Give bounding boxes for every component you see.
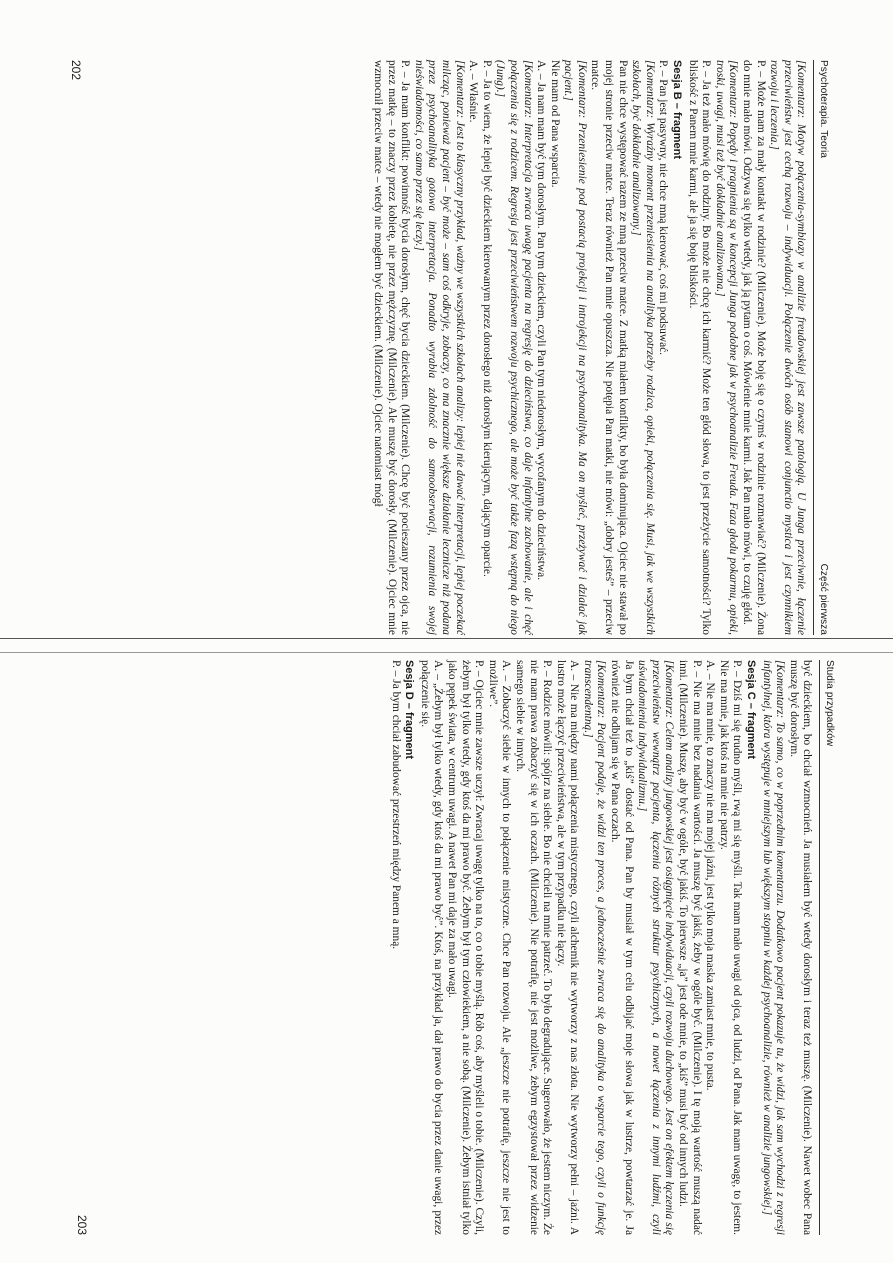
dialogue-paragraph: P. – Ojciec mnie zawsze uczył: Zwracaj uwagę tylko na to, co o tobie myślą. Rób coś, aby myśleli o tobie. (Milczenie). Czyli, żebym był tylko wtedy, gdy ktoś da mi prawo być. Żebym był tym człowiekiem, a nie sobą. (Milczenie). Żebym istniał tylko jako pępek świata, w centrum uwagi. A nawet Pan mi daje za mało uwagi.: [445, 660, 486, 1235]
dialogue-paragraph: P. – Pan jest pasywny, nie chce mną kierować, coś mi podsuwać.: [657, 60, 670, 356]
running-head-left: Studia przypadków: [824, 660, 835, 747]
gutter-line: [0, 638, 893, 639]
commentary-paragraph: [Komentarz: Celem analizy jungowskiej jest osiągnięcie indywiduacji, czyli rozwoju duchowego. Jest on efektem łączenia się przeciwieństw wewnątrz pacjenta, łączenia różnych struktur psychicznych, a nawet łączenia z innymi ludźmi, czyli uświadomienia indywidualizmu.]: [636, 660, 676, 1235]
commentary-paragraph: [Komentarz: Wyraźny moment przeniesienia na analityka potrzeby rodzica, opieki, połączenia się. Musi, jak we wszystkich szkołach, być dokładnie analizowany.]: [630, 60, 656, 635]
dialogue-paragraph: P. – Dziś mi się trudno myśli, rwą mi się myśli. Tak mam mało uwagi od ojca, od ludzi, od Pana. Jak mam uwagę, to jestem. Nie ma mnie, jak ktoś na mnie nie patrzy.: [717, 660, 744, 1235]
page-number: 203: [74, 1214, 89, 1235]
page-body: [370, 60, 807, 635]
dialogue-paragraph: P. – Rodzice mówili: spójrz na siebie. Bo nie chcieli na mnie patrzeć. To było degradujące. Sugerowało, że jestem niczym. Że nie mam prawa zobaczyć się w ich oczach. (Milczenie). Nie potrafię, nie jest możliwe, żebym egzystował przez widzenie samego siebie w innych.: [513, 660, 554, 1235]
section-heading: Sesja D – fragment: [403, 660, 416, 760]
dialogue-paragraph: A. – Właśnie.: [467, 60, 480, 123]
section-heading: Sesja C – fragment: [745, 660, 758, 760]
running-head: [813, 60, 830, 635]
gutter-line: [0, 652, 893, 653]
page-202: [70, 60, 830, 635]
dialogue-paragraph: A. – Nie ma mnie, to znaczy nie ma mojej jaźni, jest tylko moja maska zamiast mnie, to pusta.: [704, 660, 717, 1091]
dialogue-paragraph: P. – Ja też mało mówię do rodziny. Bo może nie chcę ich karmić? Może ten głód słowa, to jest przeżycie samotności? Tylko bliskość z Panem mnie karmi, ale ja się boję bliskości.: [686, 60, 713, 635]
dialogue-paragraph: A. – Ja nam mam być tym dorosłym. Pan tym dzieckiem, czyli Pan tym niedorosłym, wycofanym do dzieciństwa.: [535, 60, 548, 581]
dialogue-paragraph: Pan nie chce występować razem ze mną przeciw matce. Z matką miałem konflikty, bo była dominująca. Ojciec nie stawał po mojej stronie przeciw matce. Teraz również Pan mnie opuszcza. Nie potępia Pan matki, nie mówi: „dobry jesteś” – przeciw matce.: [589, 60, 629, 635]
dialogue-paragraph: A. – Zobaczyć siebie w innych to połączenie mistyczne. Chce Pan rozwoju. Ale „jeszcze nie potrafię, jeszcze nie jest to możliwe”.: [486, 660, 513, 1235]
commentary-paragraph: [Komentarz: Popędy i pragnienia są w koncepcji Junga podobne jak w psychoanalizie Freuda. Faza głodu pokarmu, opieki, troski, uwagi, musi też być dokładnie analizowana.]: [713, 60, 740, 635]
dialogue-paragraph: P. – Ja mam konflikt: powinność bycia dorosłym, chęć bycia dzieckiem. (Milczenie). Chcę być pocieszany przez ojca, nie przez matkę – to znaczy przez kobietę, nie przez mężczyznę. (Milczenie). Ale muszę być dorosły. (Milczenie). Ojciec mnie wzmocnił przeciw matce – wtedy nie mogłem być dzieckiem. (Milczenie). Ojciec natomiast mógł: [372, 60, 412, 635]
page-203: [76, 660, 836, 1235]
dialogue-paragraph: Nie mam od Pana wsparcia.: [548, 60, 561, 188]
dialogue-paragraph: A. – „Żebym był tylko wtedy, gdy ktoś da mi prawo być”. Ktoś, na przykład ja, dał prawo do bycia przez danie uwagi, przez połączenie się.: [418, 660, 445, 1235]
commentary-paragraph: [Komentarz: Interpretacja zwraca uwagę pacjenta na regresję do dzieciństwa, co daje infantylne zachowanie, ale i chęć połączenia się z rodzicem. Regresja jest przeciwieństwem rozwoju psychicznego, ale może być także fazą wstępną do niego (Jung).]: [494, 60, 534, 635]
section-heading: Sesja B – fragment: [671, 60, 684, 160]
page-number: 202: [68, 60, 83, 81]
running-head-left: Psychoterapia. Teoria: [818, 60, 829, 159]
dialogue-paragraph: być dzieckiem, bo chciał wzmocnień. Ja musiałem być wtedy dorosłym i teraz też muszę. (Milczenie). Nawet wobec Pana muszę być dorosłym.: [787, 660, 814, 1235]
commentary-paragraph: [Komentarz: Motyw połączenia-symbiozy w analizie freudowskiej jest zawsze patologią. U Junga przeciwnie, łączenie przeciwieństw jest cechą rozwoju – indywiduacji. Połączenie dwóch osób stanowi conjunctio mystica i jest czynnikiem rozwoju i leczenia.]: [768, 60, 808, 635]
dialogue-paragraph: P. – Ja bym chciał zabudować przestrzeń między Panem a mną.: [389, 660, 402, 950]
commentary-paragraph: [Komentarz: Jest to klasyczny przykład, ważny we wszystkich szkołach analizy: lepiej nie dawać interpretacji, lepiej poczekać milcząc, ponieważ pacjent – być może – sam coś odkryje, zobaczy, co ma znacznie większe działanie lecznicze niż podana przez psychoanalityka gotowa interpretacja. Ponadto wyrabia zdolność do samoobserwacji, rozumienia swojej nieświadomości, co samo przez się leczy.]: [412, 60, 466, 635]
commentary-paragraph: [Komentarz: Przeniesienie pod postacią projekcji i introjekcji na psychoanalityka. Ma on myśleć, przeżywać i działać jak pacjent.]: [562, 60, 588, 635]
commentary-paragraph: [Komentarz: To samo, co w poprzednim komentarzu. Dodatkowo pacjent pokazuje tu, że widzi, jak sam wychodzi z regresji infantylnej, która występuje w mniejszym lub większym stopniu w każdej psychoanalizie, również w analizie jungowskiej.]: [760, 660, 787, 1235]
dialogue-paragraph: P. – Może mam za mały kontakt w rodzinie? (Milczenie). Może boję się o czymś w rodzinie rozmawiać? (Milczenie). Żona do mnie mało mówi. Odzywa się tylko wtedy, jak ją pytam o coś. Mówienie mnie karmi. Jak Pan mało mówi, to czuję głód.: [741, 60, 767, 635]
dialogue-paragraph: Ja bym chciał też to „kiś” dostać od Pana. Pan by musiał w tym celu odbijać moje słowa jak w lustrze, powtarzać je. Ja również nie odbijam się w Pana oczach.: [609, 660, 635, 1235]
dialogue-paragraph: P. – Ja to wiem, że lepiej być dzieckiem kierowanym przez dorosłego niż dorosłym kierującym, dającym oparcie.: [480, 60, 493, 577]
page-body: [388, 660, 813, 1235]
dialogue-paragraph: A. – Nie ma między nami połączenia mistycznego, czyli alchemik nie wytworzy z nas złota. Nie wytworzy pełni – jaźni. A lustro może łączyć przeciwieństwa, ale w tym przypadku nie łączy.: [554, 660, 581, 1235]
running-head-right: Część pierwsza: [818, 563, 829, 635]
running-head: [819, 660, 836, 1235]
commentary-paragraph: [Komentarz: Pacjent podaje, że widzi ten proces, a jednocześnie zwraca się do analityka o wsparcie tego, czyli o funkcję transcendentną.]: [581, 660, 608, 1235]
dialogue-paragraph: P. – Nie ma mnie bez nadania wartości. Ja muszę być jakiś, żeby w ogóle być. (Milczenie). I tę moją wartość muszą nadać inni. (Milczenie). Muszę, aby być w ogóle, być jakiś. To pierwsze „ja” jest ode mnie, to „kiś” musi być od innych ludzi.: [677, 660, 703, 1235]
